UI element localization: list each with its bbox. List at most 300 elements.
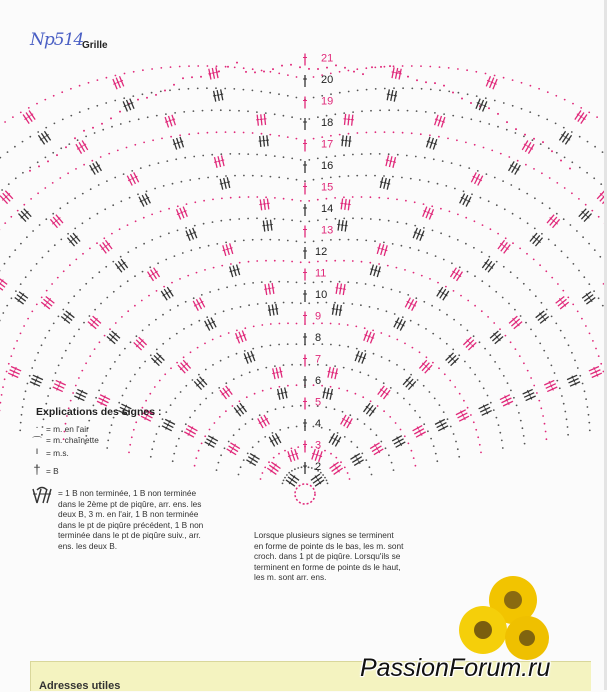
- chain-dot: [126, 147, 128, 149]
- chain-dot: [191, 324, 193, 326]
- chain-dot: [190, 351, 192, 353]
- chain-dot: [493, 409, 495, 411]
- chain-dot: [261, 175, 263, 177]
- chain-dot: [438, 136, 440, 138]
- stitch-group: [17, 208, 32, 223]
- chain-dot: [47, 395, 49, 397]
- chain-dot: [417, 379, 419, 381]
- chain-dot: [480, 452, 482, 454]
- chain-dot: [356, 239, 358, 241]
- stitch-group: [111, 76, 125, 90]
- stitch-group: [546, 214, 561, 229]
- chain-dot: [190, 249, 192, 251]
- chain-dot: [194, 201, 196, 203]
- chain-dot: [555, 95, 557, 97]
- stitch-group: [286, 449, 299, 463]
- chain-dot: [36, 263, 38, 265]
- chain-dot: [68, 302, 70, 304]
- chain-dot: [423, 301, 425, 303]
- stitch-group: [331, 304, 343, 317]
- chain-dot: [185, 301, 187, 303]
- footer-label: Adresses utiles: [39, 680, 120, 692]
- chain-dot: [82, 193, 84, 195]
- row-number-label: 7: [315, 354, 321, 366]
- chain-dot: [414, 201, 416, 203]
- chain-dot: [183, 111, 185, 113]
- chain-dot: [296, 76, 298, 78]
- chain-dot: [211, 154, 213, 156]
- chain-dot: [518, 412, 520, 414]
- edge-dot: [569, 168, 571, 170]
- chain-dot: [326, 198, 328, 200]
- chain-dot: [233, 88, 235, 90]
- chain-dot: [58, 316, 60, 318]
- chain-dot: [243, 240, 245, 242]
- chain-dot: [459, 393, 461, 395]
- chain-dot: [589, 333, 591, 335]
- stitch-group: [164, 114, 177, 128]
- chain-dot: [98, 390, 100, 392]
- chain-dot: [60, 239, 62, 241]
- chain-dot: [317, 261, 319, 263]
- chain-dot: [344, 436, 346, 438]
- chain-dot: [265, 260, 267, 262]
- chain-dot: [326, 156, 328, 158]
- chain-dot: [572, 304, 574, 306]
- chain-dot: [14, 146, 16, 148]
- stitch-group: [219, 385, 234, 400]
- chain-dot: [239, 400, 241, 402]
- chain-dot: [206, 87, 208, 89]
- chain-dot: [180, 391, 182, 393]
- chain-dot: [104, 335, 106, 337]
- stitch-group: [390, 67, 402, 80]
- chain-dot: [72, 392, 74, 394]
- chain-dot: [546, 309, 548, 311]
- chain-dot: [31, 311, 33, 313]
- chain-dot: [234, 175, 236, 177]
- chain-dot: [106, 77, 108, 79]
- chain-dot: [356, 282, 358, 284]
- chain-dot: [589, 430, 591, 432]
- chain-dot: [428, 181, 430, 183]
- chain-dot: [546, 119, 548, 121]
- chain-dot: [224, 88, 226, 90]
- chain-dot: [291, 219, 293, 221]
- chain-dot: [348, 91, 350, 93]
- chain-dot: [591, 210, 593, 212]
- edge-dot: [506, 121, 508, 123]
- chain-dot: [474, 275, 476, 277]
- chain-dot: [8, 363, 10, 365]
- chain-dot: [361, 453, 363, 455]
- chain-dot: [178, 89, 180, 91]
- stitch-group: [444, 352, 459, 367]
- chain-dot: [143, 142, 145, 144]
- chain-dot: [526, 193, 528, 195]
- stitch-group: [146, 267, 161, 282]
- chain-dot: [361, 110, 363, 112]
- chain-dot: [44, 99, 46, 101]
- chain-dot: [69, 343, 71, 345]
- chain-dot: [304, 242, 306, 244]
- chain-dot: [216, 65, 218, 67]
- chain-dot: [327, 483, 329, 485]
- chain-dot: [418, 249, 420, 251]
- chain-dot: [269, 92, 271, 94]
- chain-dot: [374, 67, 376, 69]
- chain-dot: [161, 138, 163, 140]
- stitch-group: [204, 434, 219, 448]
- chain-dot: [593, 290, 595, 292]
- chain-dot: [453, 433, 455, 435]
- chain-dot: [499, 328, 501, 330]
- chain-dot: [370, 400, 372, 402]
- chain-dot: [243, 459, 245, 461]
- chain-dot: [383, 382, 385, 384]
- chain-dot: [451, 162, 453, 164]
- chain-dot: [599, 256, 601, 258]
- chain-dot: [388, 153, 390, 155]
- chain-dot: [395, 422, 397, 424]
- chain-dot: [577, 367, 579, 369]
- chain-dot: [134, 275, 136, 277]
- chain-dot: [463, 190, 465, 192]
- chain-dot: [204, 435, 206, 437]
- chain-dot: [69, 264, 71, 266]
- chain-dot: [219, 416, 221, 418]
- edge-dot: [56, 154, 58, 156]
- chain-dot: [481, 310, 483, 312]
- chain-dot: [547, 357, 549, 359]
- chain-dot: [261, 133, 263, 135]
- stitch-group: [256, 414, 270, 429]
- chain-dot: [145, 400, 147, 402]
- chain-dot: [52, 182, 54, 184]
- chain-dot: [260, 478, 262, 480]
- chain-dot: [296, 179, 298, 181]
- chain-dot: [594, 249, 596, 251]
- chain-dot: [287, 322, 289, 324]
- stitch-group: [362, 330, 376, 344]
- chain-dot: [270, 388, 272, 390]
- chain-dot: [598, 297, 600, 299]
- chain-dot: [265, 302, 267, 304]
- chain-dot: [543, 350, 545, 352]
- chain-dot: [414, 225, 416, 227]
- chain-dot: [79, 85, 81, 87]
- chain-dot: [339, 176, 341, 178]
- chain-dot: [549, 177, 551, 179]
- edge-dot: [407, 76, 409, 78]
- chain-dot: [522, 427, 524, 429]
- stitch-group: [207, 67, 219, 80]
- chain-dot: [487, 395, 489, 397]
- chain-dot: [74, 228, 76, 230]
- chain-dot: [238, 428, 240, 430]
- chain-dot: [396, 267, 398, 269]
- chain-dot: [21, 414, 23, 416]
- chain-dot: [134, 144, 136, 146]
- chain-dot: [223, 310, 225, 312]
- chain-dot: [373, 353, 375, 355]
- chain-dot: [245, 423, 247, 425]
- chain-dot: [53, 95, 55, 97]
- chain-dot: [503, 375, 505, 377]
- edge-dot: [425, 81, 427, 83]
- edge-dot: [380, 66, 382, 68]
- chain-dot: [85, 136, 87, 138]
- chain-dot: [443, 113, 445, 115]
- chain-dot: [374, 175, 376, 177]
- chain-dot: [579, 167, 581, 169]
- chain-dot: [344, 467, 346, 469]
- chain-dot: [162, 314, 164, 316]
- chain-dot: [225, 382, 227, 384]
- chain-dot: [114, 177, 116, 179]
- stitch-group: [161, 418, 176, 432]
- chain-dot: [527, 370, 529, 372]
- chain-dot: [559, 387, 561, 389]
- chain-dot: [225, 410, 227, 412]
- stitch-group: [412, 424, 427, 438]
- stitch-group: [339, 414, 353, 429]
- chain-dot: [269, 239, 271, 241]
- chain-dot: [534, 228, 536, 230]
- row-number-label: 20: [321, 74, 333, 86]
- stitch-group: [455, 408, 470, 422]
- legend-item-b: = B: [46, 466, 59, 476]
- chain-dot: [313, 138, 315, 140]
- chain-dot: [131, 436, 133, 438]
- chain-dot: [485, 73, 487, 75]
- chain-dot: [497, 126, 499, 128]
- chain-dot: [400, 429, 402, 431]
- chain-dot: [308, 302, 310, 304]
- chain-dot: [564, 157, 566, 159]
- chain-dot: [67, 202, 69, 204]
- chain-dot: [396, 339, 398, 341]
- chain-dot: [79, 111, 81, 113]
- chain-dot: [356, 175, 358, 177]
- chain-dot: [160, 91, 162, 93]
- chain-dot: [380, 332, 382, 334]
- chain-dot: [19, 430, 21, 432]
- chain-dot: [287, 385, 289, 387]
- chain-dot: [343, 196, 345, 198]
- chain-dot: [262, 390, 264, 392]
- edge-dot: [308, 68, 310, 70]
- chain-dot: [321, 240, 323, 242]
- stitch-group: [126, 172, 140, 187]
- chain-dot: [357, 418, 359, 420]
- chain-dot: [388, 454, 390, 456]
- chain-dot: [484, 348, 486, 350]
- chain-dot: [48, 250, 50, 252]
- chain-dot: [238, 474, 240, 476]
- chain-dot: [378, 263, 380, 265]
- chain-dot: [202, 110, 204, 112]
- chain-dot: [57, 277, 59, 279]
- chain-dot: [308, 221, 310, 223]
- chain-dot: [588, 414, 590, 416]
- chain-dot: [4, 222, 6, 224]
- chain-dot: [29, 167, 31, 169]
- chain-dot: [430, 438, 432, 440]
- chain-dot: [432, 230, 434, 232]
- chain-dot: [587, 406, 589, 408]
- chain-dot: [399, 291, 401, 293]
- chain-dot: [412, 347, 414, 349]
- chain-dot: [300, 200, 302, 202]
- chain-dot: [458, 92, 460, 94]
- chain-dot: [593, 177, 595, 179]
- chain-dot: [392, 243, 394, 245]
- chain-dot: [419, 417, 421, 419]
- chain-dot: [371, 474, 373, 476]
- chain-dot: [405, 200, 407, 202]
- chain-dot: [287, 136, 289, 138]
- chain-dot: [265, 218, 267, 220]
- stitch-group: [321, 387, 334, 400]
- edge-dot: [74, 137, 76, 139]
- chain-dot: [571, 131, 573, 133]
- chain-dot: [348, 239, 350, 241]
- chain-dot: [330, 453, 332, 455]
- chain-dot: [134, 305, 136, 307]
- chain-dot: [212, 199, 214, 201]
- chain-dot: [557, 283, 559, 285]
- chain-dot: [249, 371, 251, 373]
- chain-dot: [230, 263, 232, 265]
- chain-dot: [127, 224, 129, 226]
- chain-dot: [382, 286, 384, 288]
- chain-dot: [173, 453, 175, 455]
- chain-dot: [214, 313, 216, 315]
- chain-dot: [243, 132, 245, 134]
- chain-dot: [585, 398, 587, 400]
- chain-dot: [2, 386, 4, 388]
- chain-dot: [457, 214, 459, 216]
- chain-dot: [483, 387, 485, 389]
- chain-dot: [226, 286, 228, 288]
- chain-dot: [10, 216, 12, 218]
- chain-dot: [458, 354, 460, 356]
- chain-dot: [177, 305, 179, 307]
- chain-dot: [68, 143, 70, 145]
- chain-dot: [44, 337, 46, 339]
- chain-dot: [355, 326, 357, 328]
- chain-dot: [339, 71, 341, 73]
- chain-dot: [364, 350, 366, 352]
- chain-dot: [379, 219, 381, 221]
- chain-dot: [158, 162, 160, 164]
- chain-dot: [100, 156, 102, 158]
- chain-dot: [45, 157, 47, 159]
- chain-dot: [29, 375, 31, 377]
- chain-dot: [198, 320, 200, 322]
- stitch-group: [160, 286, 175, 301]
- chain-dot: [158, 426, 160, 428]
- chain-dot: [415, 465, 417, 467]
- chain-dot: [100, 303, 102, 305]
- chain-dot: [457, 68, 459, 70]
- chain-dot: [304, 282, 306, 284]
- row-number-label: 10: [315, 289, 327, 301]
- stitch-group: [75, 140, 90, 155]
- chain-dot: [169, 89, 171, 91]
- chain-dot: [212, 364, 214, 366]
- chain-dot: [434, 398, 436, 400]
- chain-dot: [555, 323, 557, 325]
- chain-dot: [551, 365, 553, 367]
- chain-dot: [489, 285, 491, 287]
- chain-dot: [31, 367, 33, 369]
- chain-dot: [234, 131, 236, 133]
- chain-dot: [512, 242, 514, 244]
- stitch-group: [258, 135, 270, 147]
- chain-dot: [291, 448, 293, 450]
- chain-dot: [348, 70, 350, 72]
- chain-dot: [426, 356, 428, 358]
- stitch-group: [177, 359, 192, 374]
- chain-dot: [308, 466, 310, 468]
- chain-dot: [239, 262, 241, 264]
- chain-dot: [449, 211, 451, 213]
- chain-dot: [287, 427, 289, 429]
- edge-dot: [119, 111, 121, 113]
- chain-dot: [260, 91, 262, 93]
- chain-dot: [393, 131, 395, 133]
- chain-dot: [291, 199, 293, 201]
- chain-dot: [366, 132, 368, 134]
- edge-dot: [470, 102, 472, 104]
- chain-dot: [179, 278, 181, 280]
- chain-dot: [365, 283, 367, 285]
- chain-dot: [461, 116, 463, 118]
- chain-dot: [252, 348, 254, 350]
- chain-dot: [162, 418, 164, 420]
- chain-dot: [322, 474, 324, 476]
- stitch-group: [246, 452, 261, 467]
- chain-dot: [278, 239, 280, 241]
- legend-dagger-icon: †: [30, 462, 44, 477]
- chain-dot: [7, 151, 9, 153]
- stitch-group: [150, 352, 165, 367]
- chain-dot: [352, 217, 354, 219]
- chain-dot: [166, 160, 168, 162]
- chain-dot: [120, 256, 122, 258]
- chain-dot: [51, 283, 53, 285]
- chain-dot: [268, 461, 270, 463]
- chain-dot: [494, 100, 496, 102]
- chain-dot: [247, 453, 249, 455]
- chain-dot: [420, 65, 422, 67]
- chain-dot: [421, 275, 423, 277]
- edge-dot: [272, 68, 274, 70]
- stitch-group: [29, 374, 43, 388]
- chain-dot: [36, 103, 38, 105]
- stitch-group: [392, 317, 406, 332]
- chain-dot: [330, 135, 332, 137]
- chain-dot: [356, 68, 358, 70]
- chain-dot: [296, 384, 298, 386]
- chain-dot: [90, 188, 92, 190]
- chain-dot: [300, 405, 302, 407]
- chain-dot: [349, 478, 351, 480]
- chain-dot: [27, 383, 29, 385]
- chain-dot: [423, 423, 425, 425]
